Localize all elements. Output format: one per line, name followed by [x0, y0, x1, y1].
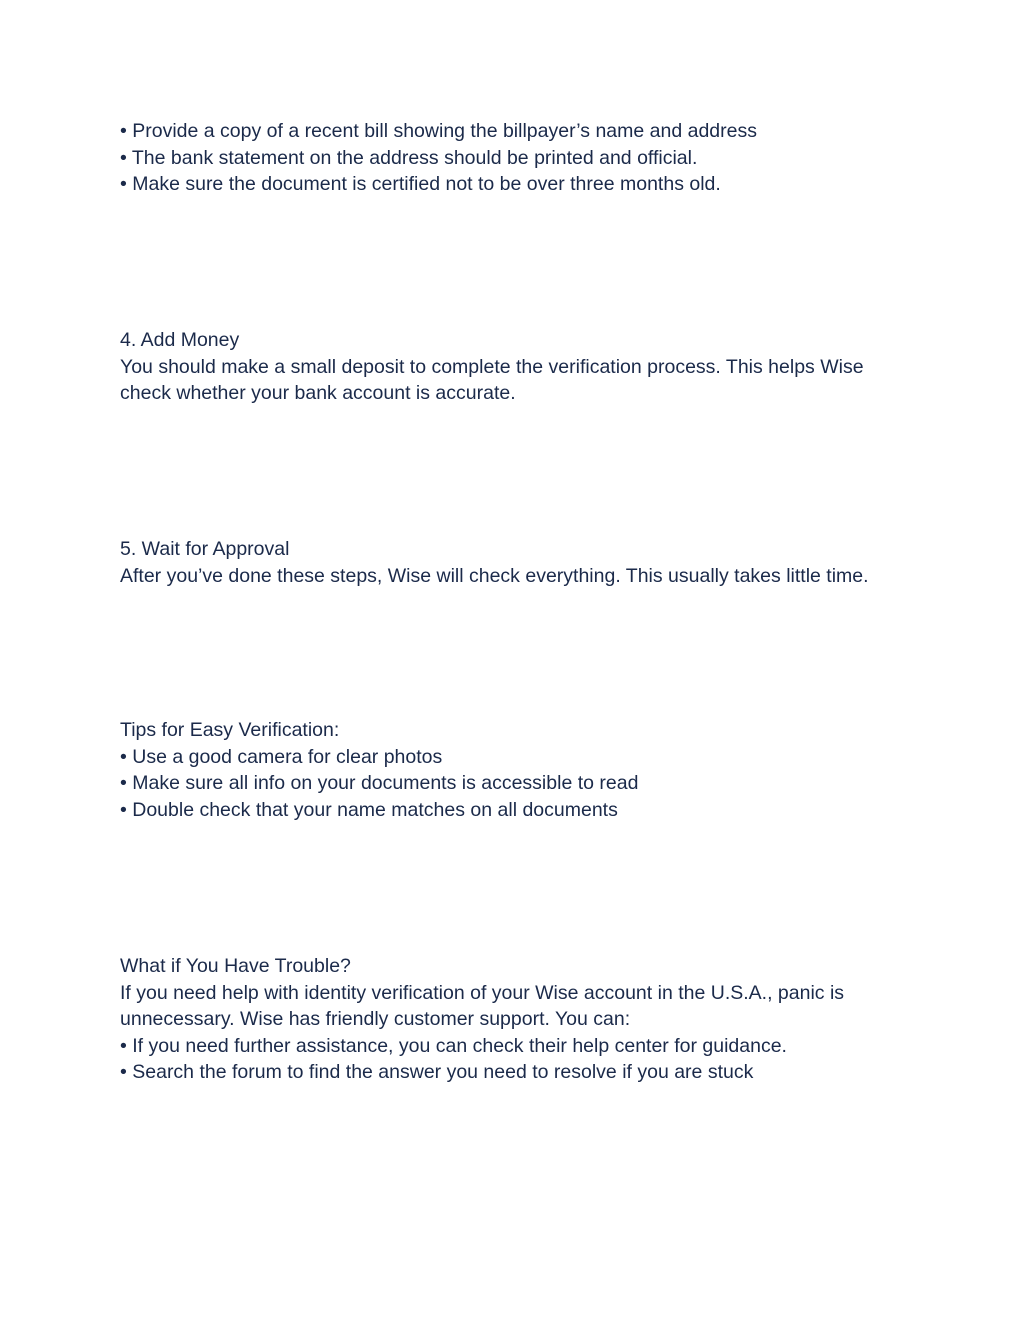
bullet-item: • Use a good camera for clear photos [120, 745, 443, 768]
easy-verification-tips [120, 717, 910, 823]
bullet-item: • Provide a copy of a recent bill showing the billpayer’s name and address [120, 120, 757, 142]
bullet-item: • If you need further assistance, you can check their help center for guidance. [120, 1034, 787, 1057]
bullet-item: • Double check that your name matches on all documents [120, 798, 618, 821]
bullet-item: • Make sure all info on your documents is accessible to read [120, 772, 639, 794]
bullet-item: • The bank statement on the address should be printed and official. [120, 146, 698, 169]
trouble-section [120, 953, 910, 1086]
section-body: After you’ve done these steps, Wise will check everything. This usually takes little time. [120, 564, 869, 587]
bullet-item: • Search the forum to find the answer you need to resolve if you are stuck [120, 1061, 754, 1083]
section-body: If you need help with identity verification of your Wise account in the U.S.A., panic is unnecessary. Wise has friendly customer support. You can: [120, 981, 845, 1030]
section-heading: Tips for Easy Verification: [120, 719, 340, 741]
section-heading: 4. Add Money [120, 329, 240, 351]
section-body: You should make a small deposit to complete the verification process. This helps Wise check whether your bank account is accurate. [120, 355, 864, 404]
address-proof-tips [120, 118, 910, 198]
add-money-section [120, 327, 910, 407]
wait-approval-section [120, 536, 910, 589]
bullet-item: • Make sure the document is certified not to be over three months old. [120, 173, 721, 195]
section-heading: 5. Wait for Approval [120, 538, 290, 560]
section-heading: What if You Have Trouble? [120, 955, 351, 977]
